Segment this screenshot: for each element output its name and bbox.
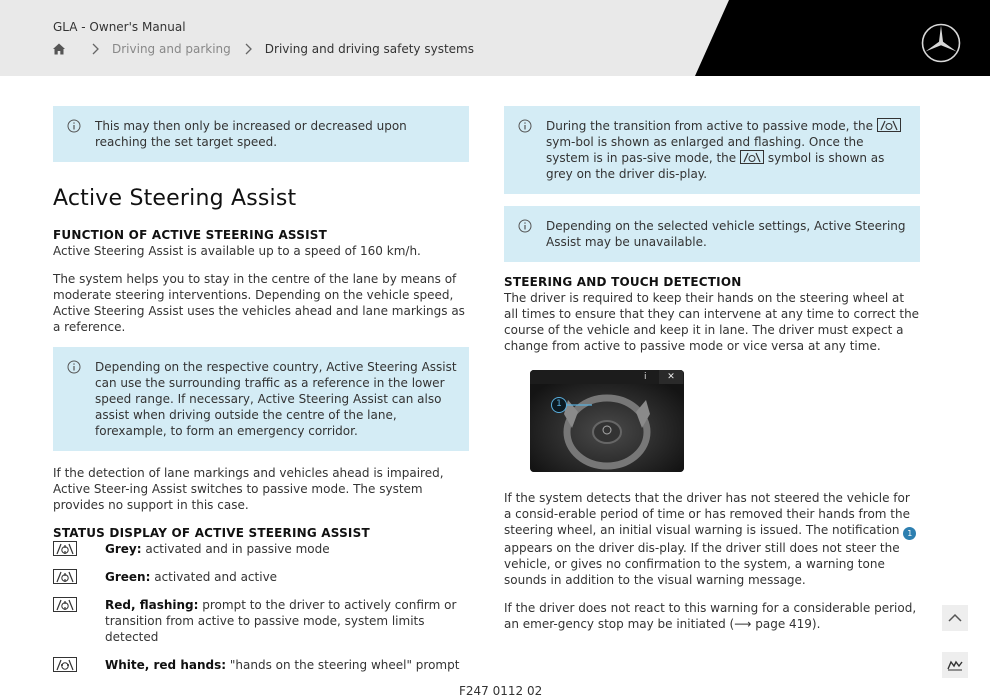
feedback-button[interactable] bbox=[942, 652, 968, 678]
left-column bbox=[53, 106, 469, 685]
status-item-red-flashing bbox=[53, 597, 469, 645]
close-icon: ✕ bbox=[659, 370, 683, 384]
notification-badge-icon: 1 bbox=[903, 527, 916, 540]
section-title: Active Steering Assist bbox=[53, 186, 297, 211]
manual-title: GLA - Owner's Manual bbox=[53, 20, 186, 34]
status-heading: STATUS DISPLAY OF ACTIVE STEERING ASSIST bbox=[53, 526, 370, 540]
steering-text: The driver is required to keep their hands on the steering wheel at all times to ensure that they can intervene at any time to correct the course of the vehicle and keep it in lane. The driver must expect a change from active to passive mode or vice versa at any time. bbox=[504, 291, 920, 353]
info-note-text: Depending on the respective country, Active Steering Assist can use the surrounding traffic as a reference in the lower speed range. If necessary, Active Steering Assist can also assist when driving outside the centre of the lane, forexample, to form an emergency corridor. bbox=[95, 360, 457, 438]
callout-marker: 1 bbox=[551, 397, 567, 413]
info-note-target-speed bbox=[53, 106, 469, 162]
right-column bbox=[504, 106, 920, 644]
driver-display-illustration bbox=[530, 370, 684, 472]
breadcrumb-item-driving-and-parking[interactable]: Driving and parking bbox=[112, 42, 231, 56]
status-label: Grey: bbox=[105, 542, 142, 556]
steering-wheel-hands-illustration bbox=[530, 370, 684, 472]
breadcrumb bbox=[52, 42, 474, 56]
status-item-grey bbox=[53, 541, 469, 557]
scroll-to-top-button[interactable] bbox=[942, 605, 968, 631]
status-item-green bbox=[53, 569, 469, 585]
status-label: White, red hands: bbox=[105, 658, 227, 672]
transition-text-1: During the transition from active to passive mode, the bbox=[546, 119, 873, 133]
function-heading: FUNCTION OF ACTIVE STEERING ASSIST bbox=[53, 228, 327, 242]
steering-assist-icon bbox=[53, 541, 77, 556]
status-description: "hands on the steering wheel" prompt bbox=[229, 658, 460, 672]
steering-hands-icon bbox=[53, 657, 77, 672]
info-note-country bbox=[53, 347, 469, 451]
status-description: activated and active bbox=[154, 570, 278, 584]
steering-assist-icon bbox=[877, 118, 901, 132]
figure-reference-code: F247 0112 02 bbox=[459, 684, 543, 698]
helps-text: The system helps you to stay in the centre of the lane by means of moderate steering interventions. Depending on the vehicle speed, Active Steering Assist uses the vehicles ahead and lane markings as a reference. bbox=[53, 272, 465, 334]
info-note-text: This may then only be increased or decreased upon reaching the set target speed. bbox=[95, 119, 407, 149]
chevron-right-icon bbox=[243, 43, 253, 55]
hands-icon bbox=[942, 652, 968, 678]
page-header bbox=[0, 0, 990, 76]
info-icon bbox=[67, 360, 81, 374]
status-description: activated and in passive mode bbox=[145, 542, 330, 556]
info-icon bbox=[518, 119, 532, 133]
breadcrumb-item-current: Driving and driving safety systems bbox=[264, 42, 474, 56]
detects-text-2: appears on the driver dis-play. If the driver still does not steer the vehicle, or gives no confirmation to the system, a warning tone sounds in addition to the visual warning message. bbox=[504, 541, 900, 587]
info-note-settings bbox=[504, 206, 920, 262]
detects-text-1: If the system detects that the driver has not steered the vehicle for a consid-erable period of time or has removed their hands from the steering wheel, an initial visual warning is issued. The notification bbox=[504, 491, 910, 537]
info-note-text bbox=[546, 118, 908, 182]
chevron-right-icon bbox=[90, 43, 100, 55]
steering-assist-icon bbox=[53, 569, 77, 584]
impaired-text: If the detection of lane markings and vehicles ahead is impaired, Active Steer-ing Assist switches to passive mode. The system provides no support in this case. bbox=[53, 466, 444, 512]
status-item-white-red-hands bbox=[53, 657, 469, 673]
steering-heading: STEERING AND TOUCH DETECTION bbox=[504, 275, 742, 289]
detects-text bbox=[504, 490, 920, 588]
info-icon: i bbox=[644, 372, 647, 382]
info-note-text: Depending on the selected vehicle settings, Active Steering Assist may be unavailable. bbox=[546, 219, 906, 249]
status-label: Red, flashing: bbox=[105, 598, 199, 612]
function-text: Active Steering Assist is available up to a speed of 160 km/h. bbox=[53, 244, 421, 258]
transition-text-2: sym-bol is shown as enlarged and flashing. Once the system is in pas-sive mode, the bbox=[546, 135, 864, 165]
react-text: If the driver does not react to this warning for a considerable period, an emer-gency stop may be initiated (⟶ page 419). bbox=[504, 601, 917, 631]
transition-text-3: symbol is shown as grey on the driver dis-play. bbox=[546, 151, 885, 181]
steering-assist-icon bbox=[740, 150, 764, 164]
info-note-transition bbox=[504, 106, 920, 194]
info-icon bbox=[518, 219, 532, 233]
chevron-up-icon bbox=[942, 605, 968, 631]
brand-star-logo[interactable] bbox=[920, 22, 962, 64]
status-description: prompt to the driver to actively confirm or transition from active to passive mode, system limits detected bbox=[105, 598, 457, 644]
status-label: Green: bbox=[105, 570, 151, 584]
info-icon bbox=[67, 119, 81, 133]
steering-assist-icon bbox=[53, 597, 77, 612]
home-icon[interactable] bbox=[52, 42, 66, 56]
